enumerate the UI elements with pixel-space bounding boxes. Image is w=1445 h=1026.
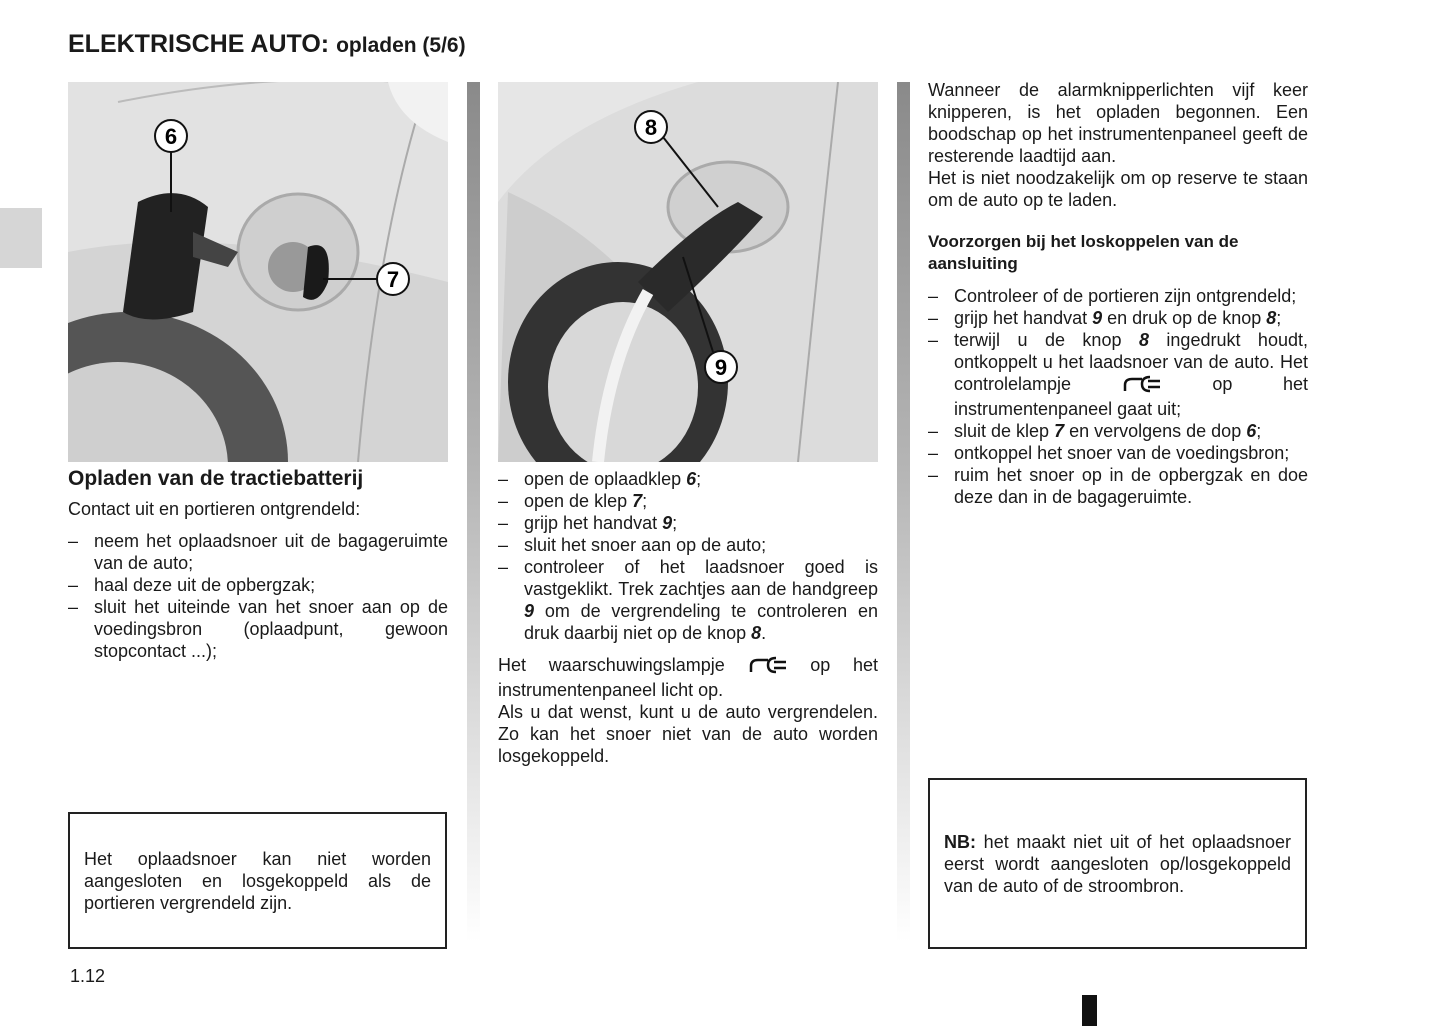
text: op het instrumentenpaneel gaat uit; <box>954 374 1309 419</box>
callout-9: 9 <box>714 355 728 380</box>
column-1 <box>68 468 448 662</box>
figure-charging-plug <box>498 82 878 462</box>
list-item <box>928 420 1308 442</box>
list-item <box>498 534 878 556</box>
list-item <box>928 285 1308 307</box>
reference-number: 8 <box>1266 308 1277 328</box>
figure-charging-flap <box>68 82 448 462</box>
section-heading: Opladen van de tractiebatterij <box>68 467 364 490</box>
callout-8: 8 <box>644 115 658 140</box>
nb-box <box>928 778 1307 949</box>
title-main: ELEKTRISCHE AUTO: <box>68 30 330 58</box>
paragraph: Wanneer de alarmknipperlichten vijf keer knipperen, is het opladen begonnen. Een boodschap op het instrumentenpaneel geeft de resterende laadtijd aan. <box>928 80 1308 166</box>
text: ; <box>672 513 678 533</box>
steps-list <box>498 468 878 644</box>
page-marker <box>1082 995 1097 1026</box>
nb-label: NB: <box>944 831 976 852</box>
text: Controleer of de portieren zijn ontgrendeld; <box>954 286 1297 306</box>
text: open de klep <box>524 491 633 511</box>
list-item <box>498 512 878 534</box>
note-box <box>68 812 447 949</box>
nb-text: het maakt niet uit of het oplaadsnoer eerst wordt aangesloten op/losgekoppeld van de auto of de stroombron. <box>944 831 1291 896</box>
list-item <box>928 329 1308 420</box>
text: ruim het snoer op in de opbergzak en doe deze dan in de bagageruimte. <box>954 465 1308 507</box>
section-tab <box>0 208 42 268</box>
reference-number: 7 <box>632 491 643 511</box>
text: terwijl u de knop <box>954 330 1139 350</box>
steps-list <box>928 285 1308 508</box>
text: om de vergrendeling te controleren en druk daarbij niet op de knop <box>524 601 878 643</box>
column-2 <box>498 468 878 767</box>
text: sluit de klep <box>954 421 1055 441</box>
reference-number: 6 <box>1246 421 1257 441</box>
callout-6: 6 <box>164 124 178 149</box>
reference-number: 9 <box>1092 308 1103 328</box>
warning-lamp-text <box>498 654 878 701</box>
list-item <box>498 468 878 490</box>
text: controleer of het laadsnoer goed is vastgeklikt. Trek zachtjes aan de handgreep <box>524 557 878 599</box>
text: op het instrumentenpaneel licht op. <box>498 655 879 700</box>
text: neem het oplaadsnoer uit de bagageruimte van de auto; <box>94 531 448 573</box>
lock-text: Als u dat wenst, kunt u de auto vergrendelen. Zo kan het snoer niet van de auto worden losgekoppeld. <box>498 702 878 766</box>
text: ; <box>1276 308 1282 328</box>
text: sluit het snoer aan op de auto; <box>524 535 767 555</box>
column-divider <box>897 82 910 942</box>
text: . <box>761 623 767 643</box>
charging-plug-icon <box>1122 375 1162 398</box>
reference-number: 8 <box>1138 330 1149 350</box>
text: ingedrukt houdt, ontkoppelt u het laadsnoer van de auto. Het controlelampje <box>954 330 1308 394</box>
list-item <box>68 574 448 596</box>
intro-text: Contact uit en portieren ontgrendeld: <box>68 499 361 519</box>
text: Het waarschuwingslampje <box>498 655 725 675</box>
text: ; <box>696 469 702 489</box>
text: haal deze uit de opbergzak; <box>94 575 316 595</box>
subheading: Voorzorgen bij het loskoppelen van de aansluiting <box>928 232 1239 273</box>
list-item <box>928 464 1308 508</box>
list-item <box>498 490 878 512</box>
column-3 <box>928 79 1308 508</box>
reference-number: 7 <box>1054 421 1065 441</box>
list-item <box>928 307 1308 329</box>
list-item <box>68 530 448 574</box>
text: open de oplaadklep <box>524 469 687 489</box>
text: ; <box>642 491 648 511</box>
callout-7: 7 <box>386 267 400 292</box>
charging-plug-icon <box>748 656 788 679</box>
reference-number: 6 <box>686 469 697 489</box>
text: ontkoppel het snoer van de voedingsbron; <box>954 443 1290 463</box>
page-number: 1.12 <box>70 966 106 986</box>
page-title <box>68 30 466 59</box>
paragraph: Het is niet noodzakelijk om op reserve te staan om de auto op te laden. <box>928 168 1308 210</box>
text: grijp het handvat <box>524 513 663 533</box>
list-item <box>68 596 448 662</box>
text: en vervolgens de dop <box>1064 421 1247 441</box>
text: en druk op de knop <box>1102 308 1267 328</box>
column-divider <box>467 82 480 942</box>
reference-number: 9 <box>524 601 535 621</box>
title-sub: opladen (5/6) <box>336 34 466 57</box>
reference-number: 9 <box>662 513 673 533</box>
list-item <box>928 442 1308 464</box>
text: ; <box>1256 421 1262 441</box>
list-item <box>498 556 878 644</box>
text: sluit het uiteinde van het snoer aan op de voedingsbron (oplaadpunt, gewoon stopcontact ...); <box>94 597 448 661</box>
text: grijp het handvat <box>954 308 1093 328</box>
note-text: Het oplaadsnoer kan niet worden aangesloten en losgekoppeld als de portieren vergrendeld zijn. <box>84 848 431 913</box>
reference-number: 8 <box>751 623 762 643</box>
steps-list <box>68 530 448 662</box>
